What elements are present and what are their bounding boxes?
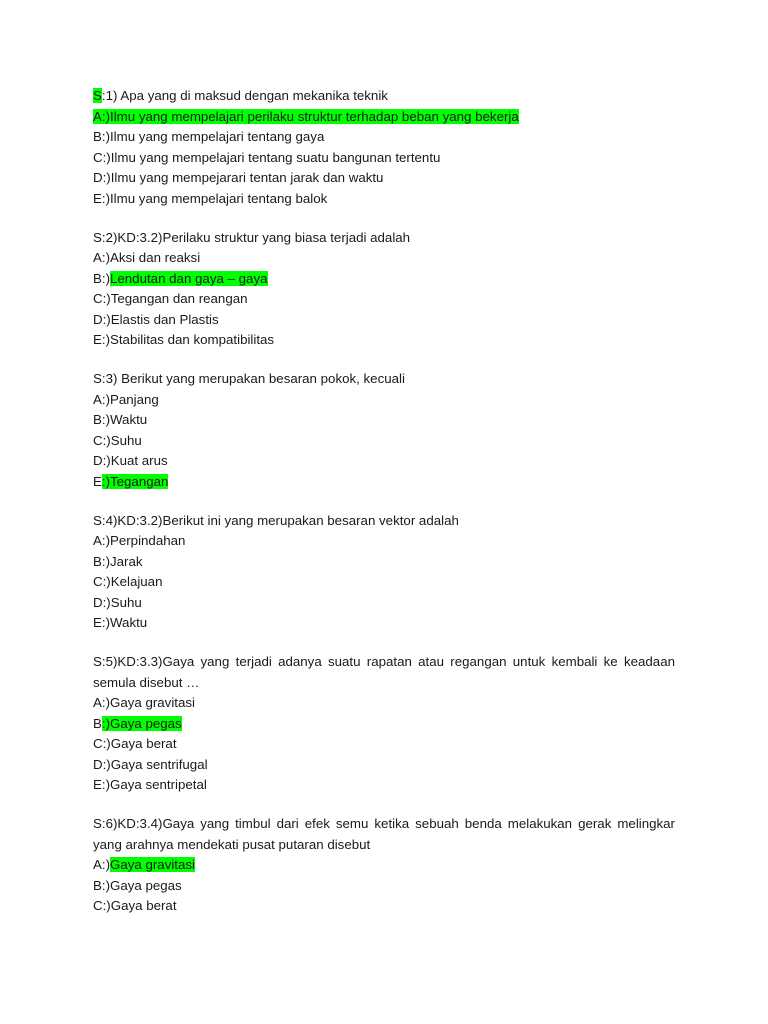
option-c: C:)Gaya berat [93, 898, 177, 913]
highlighted-answer: Gaya gravitasi [110, 857, 195, 872]
question-2-text: S:2)KD:3.2)Perilaku struktur yang biasa terjadi adalah [93, 229, 411, 245]
question-block-5 [93, 652, 675, 796]
document-page [93, 86, 675, 935]
option-e: E:)Waktu [93, 615, 148, 630]
question-block-2 [93, 228, 675, 351]
option-e: E:)Gaya sentripetal [93, 777, 207, 792]
option-label: B:) [93, 270, 110, 286]
question-block-1 [93, 86, 675, 209]
option-label: E [93, 473, 102, 489]
question-block-6 [93, 814, 675, 917]
option-b: B:)Ilmu yang mempelajari tentang gaya [93, 129, 325, 144]
option-label: A:) [93, 857, 110, 872]
option-e [93, 472, 675, 493]
option-c: C:)Tegangan dan reangan [93, 291, 248, 306]
question-3-text: S:3) Berikut yang merupakan besaran pokok, kecuali [93, 371, 405, 386]
option-c: C:)Kelajuan [93, 574, 163, 589]
highlighted-answer: Lendutan dan gaya – gaya [110, 270, 268, 286]
highlighted-answer [93, 109, 519, 124]
option-b: B:)Jarak [93, 553, 143, 569]
option-e: E:)Stabilitas dan kompatibilitas [93, 332, 275, 347]
option-text: Ilmu yang mempelajari perilaku struktur terhadap beban yang bekerja [110, 108, 519, 124]
question-block-3 [93, 369, 675, 492]
highlighted-answer: :)Tegangan [101, 473, 169, 489]
highlighted-text: S [93, 88, 102, 103]
option-a: A:)Gaya gravitasi [93, 695, 195, 710]
option-a: A:)Aksi dan reaksi [93, 250, 201, 265]
option-c: C:)Ilmu yang mempelajari tentang suatu bangunan tertentu [93, 149, 441, 165]
option-d: D:)Suhu [93, 594, 142, 610]
option-a: A:)Perpindahan [93, 533, 186, 548]
option-label: B [93, 715, 102, 731]
question-6-text: S:6)KD:3.4)Gaya yang timbul dari efek semu ketika sebuah benda melakukan gerak melingkar yang arahnya mendekati pusat putaran disebut [93, 816, 675, 852]
option-b [93, 269, 675, 290]
option-c: C:)Suhu [93, 432, 142, 448]
option-label: A:) [93, 108, 110, 124]
question-block-4 [93, 511, 675, 634]
option-b: B:)Gaya pegas [93, 877, 182, 893]
option-c: C:)Gaya berat [93, 736, 177, 751]
option-a [93, 107, 675, 128]
option-b [93, 714, 675, 735]
option-d: D:)Elastis dan Plastis [93, 311, 219, 327]
option-d: D:)Kuat arus [93, 453, 168, 468]
option-a [93, 855, 675, 876]
highlighted-answer: :)Gaya pegas [101, 715, 182, 731]
option-e: E:)Ilmu yang mempelajari tentang balok [93, 190, 328, 206]
option-a: A:)Panjang [93, 391, 159, 407]
option-d: D:)Ilmu yang mempejarari tentan jarak dan waktu [93, 170, 384, 185]
option-d: D:)Gaya sentrifugal [93, 756, 208, 772]
question-5-text: S:5)KD:3.3)Gaya yang terjadi adanya suatu rapatan atau regangan untuk kembali ke keadaan semula disebut … [93, 654, 675, 690]
question-text: :1) Apa yang di maksud dengan mekanika teknik [101, 88, 388, 103]
question-1-text [93, 86, 675, 107]
question-4-text: S:4)KD:3.2)Berikut ini yang merupakan besaran vektor adalah [93, 512, 459, 528]
option-b: B:)Waktu [93, 412, 148, 427]
